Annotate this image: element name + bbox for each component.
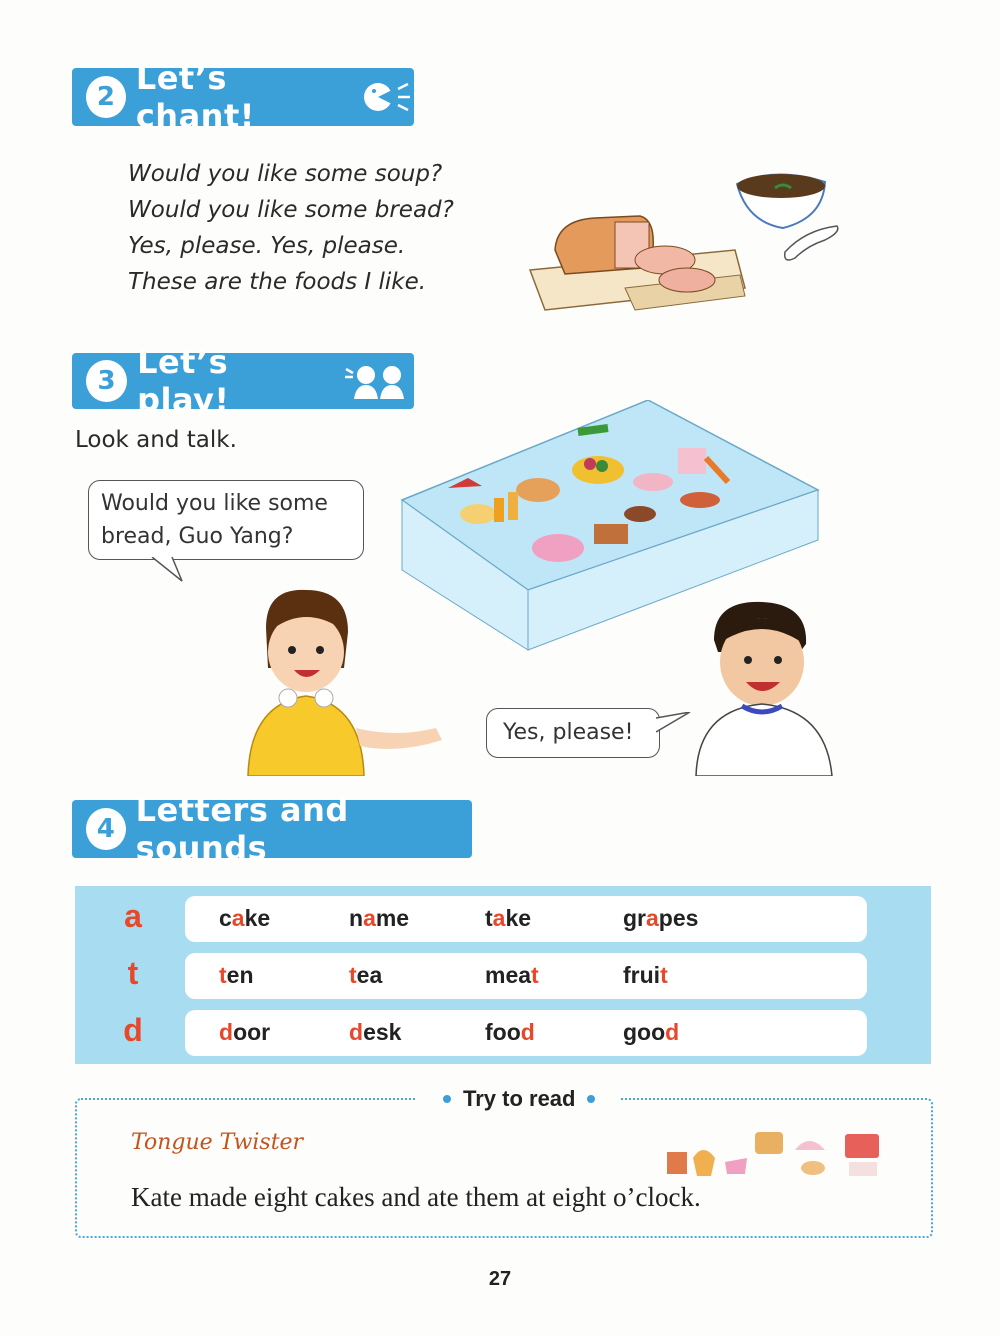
speech-bubble-tail <box>656 712 692 736</box>
bread-and-soup-illustration <box>525 170 845 330</box>
section-title: Let’s play! <box>137 343 230 419</box>
chanting-face-icon <box>362 80 414 114</box>
phonics-word: door <box>219 1019 271 1045</box>
tongue-twister-sentence: Kate made eight cakes and ate them at eight o’clock. <box>131 1182 701 1212</box>
phonics-word: food <box>485 1019 535 1045</box>
phonics-word: fruit <box>623 962 668 988</box>
phonics-word-strip <box>185 953 867 999</box>
phonics-row-t <box>75 953 931 1001</box>
chant-line: Yes, please. Yes, please. <box>128 233 406 259</box>
cakes-illustration <box>665 1118 891 1180</box>
bubble-text-line: Would you like some <box>101 491 328 516</box>
section-header-letters <box>72 791 472 867</box>
phonics-letter: t <box>127 955 139 991</box>
phonics-word: take <box>485 905 532 931</box>
chant-line: Would you like some soup? <box>128 161 443 187</box>
try-to-read-label: Try to read <box>463 1086 576 1111</box>
section-number: 4 <box>86 808 126 850</box>
tongue-twister-label: Tongue Twister <box>131 1130 304 1155</box>
phonics-word-strip <box>185 896 867 942</box>
bullet-dot-icon <box>443 1095 451 1103</box>
phonics-word: cake <box>219 905 271 931</box>
letters-and-sounds-table <box>75 886 931 1064</box>
speech-bubble-boy: Yes, please! <box>486 708 660 758</box>
phonics-word: good <box>623 1019 680 1045</box>
girl-character-illustration <box>236 588 456 776</box>
section-number: 2 <box>86 76 126 118</box>
phonics-word: meat <box>485 962 539 988</box>
phonics-word-strip <box>185 1010 867 1056</box>
phonics-letter: a <box>124 898 142 934</box>
phonics-letter: d <box>123 1012 143 1048</box>
phonics-word: grapes <box>623 905 699 931</box>
phonics-row-a <box>75 896 931 944</box>
phonics-row-d <box>75 1010 931 1058</box>
chant-text <box>128 156 454 300</box>
page-number: 27 <box>488 1268 512 1290</box>
chant-line: Would you like some bread? <box>128 197 454 223</box>
play-instruction: Look and talk. <box>75 427 237 453</box>
phonics-word: name <box>349 905 410 931</box>
phonics-word: desk <box>349 1019 402 1045</box>
try-to-read-title <box>417 1086 621 1112</box>
bubble-text-line: bread, Guo Yang? <box>101 524 294 549</box>
boy-character-illustration <box>690 600 840 776</box>
section-number: 3 <box>86 360 127 402</box>
section-header-chant <box>72 59 414 135</box>
try-to-read-box <box>75 1086 933 1238</box>
speech-bubble-girl <box>88 480 364 560</box>
bullet-dot-icon <box>587 1095 595 1103</box>
section-title: Let’s chant! <box>135 59 255 135</box>
two-kids-talking-icon <box>344 363 414 399</box>
speech-bubble-tail <box>150 557 186 583</box>
phonics-word: ten <box>219 962 254 988</box>
phonics-word: tea <box>349 962 383 988</box>
chant-line: These are the foods I like. <box>128 269 427 295</box>
section-header-play <box>72 343 414 419</box>
section-title: Letters and sounds <box>135 791 349 867</box>
